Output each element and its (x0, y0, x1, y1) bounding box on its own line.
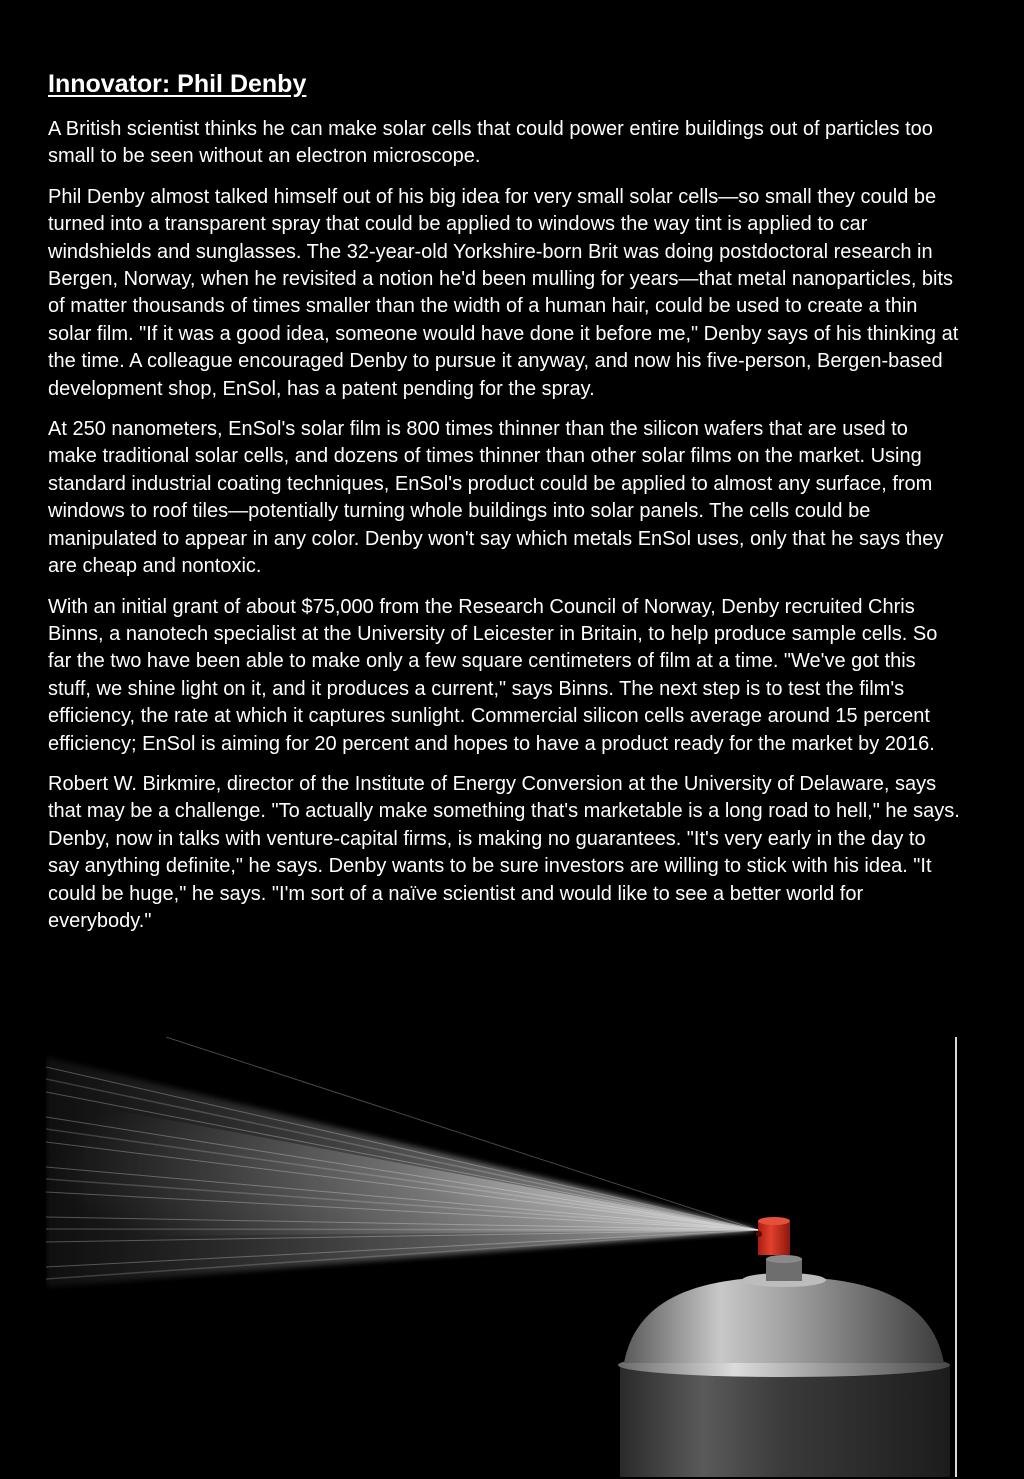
article-paragraph: Phil Denby almost talked himself out of his big idea for very small solar cells—so small they could be turned into a transparent spray that could be applied to windows the way tint is applied to car windshields and sunglasses. The 32-year-old Yorkshire-born Brit was doing postdoctoral research in Bergen, Norway, when he revisited a notion he'd been mulling for years—that metal nanoparticles, bits of matter thousands of times smaller than the width of a human hair, could be used to create a thin solar film. "If it was a good idea, someone would have done it before me," Denby says of his thinking at the time. A colleague encouraged Denby to pursue it anyway, and now his five-person, Bergen-based development shop, EnSol, has a patent pending for the spray. (48, 185, 959, 400)
image-border (955, 1037, 957, 1477)
article (48, 66, 960, 948)
nozzle-cap (758, 1221, 790, 1255)
article-paragraph: Robert W. Birkmire, director of the Institute of Energy Conversion at the University of Delaware, says that may be a challenge. "To actually make something that's marketable is a long road to hell," he says. Denby, now in talks with venture-capital firms, is making no guarantees. "It's very early in the day to say anything definite," he says. Denby wants to be sure investors are willing to stick with his idea. "It could be huge," he says. "I'm sort of a naïve scientist and would like to see a better world for everybody." (48, 772, 960, 932)
spray-can-illustration (46, 1037, 956, 1477)
article-paragraph: At 250 nanometers, EnSol's solar film is 800 times thinner than the silicon wafers that are used to make traditional solar cells, and dozens of times thinner than other solar films on the market. Using standard industrial coating techniques, EnSol's product could be applied to almost any surface, from windows to roof tiles—potentially turning whole buildings into solar panels. The cells could be manipulated to appear in any color. Denby won't say which metals EnSol uses, only that he says they are cheap and nontoxic. (48, 418, 944, 578)
article-paragraph: A British scientist thinks he can make solar cells that could power entire buildings out of particles too small to be seen without an electron microscope. (48, 118, 933, 168)
spray-can-photo (46, 1037, 956, 1477)
article-title: Innovator: Phil Denby (48, 70, 307, 98)
article-paragraph: With an initial grant of about $75,000 from the Research Council of Norway, Denby recruited Chris Binns, a nanotech specialist at the University of Leicester in Britain, to help produce sample cells. So far the two have been able to make only a few square centimeters of film at a time. "We've got this stuff, we shine light on it, and it produces a current," says Binns. The next step is to test the film's efficiency, the rate at which it captures sunlight. Commercial silicon cells average around 15 percent efficiency; EnSol is aiming for 20 percent and hopes to have a product ready for the market by 2016. (48, 595, 938, 755)
